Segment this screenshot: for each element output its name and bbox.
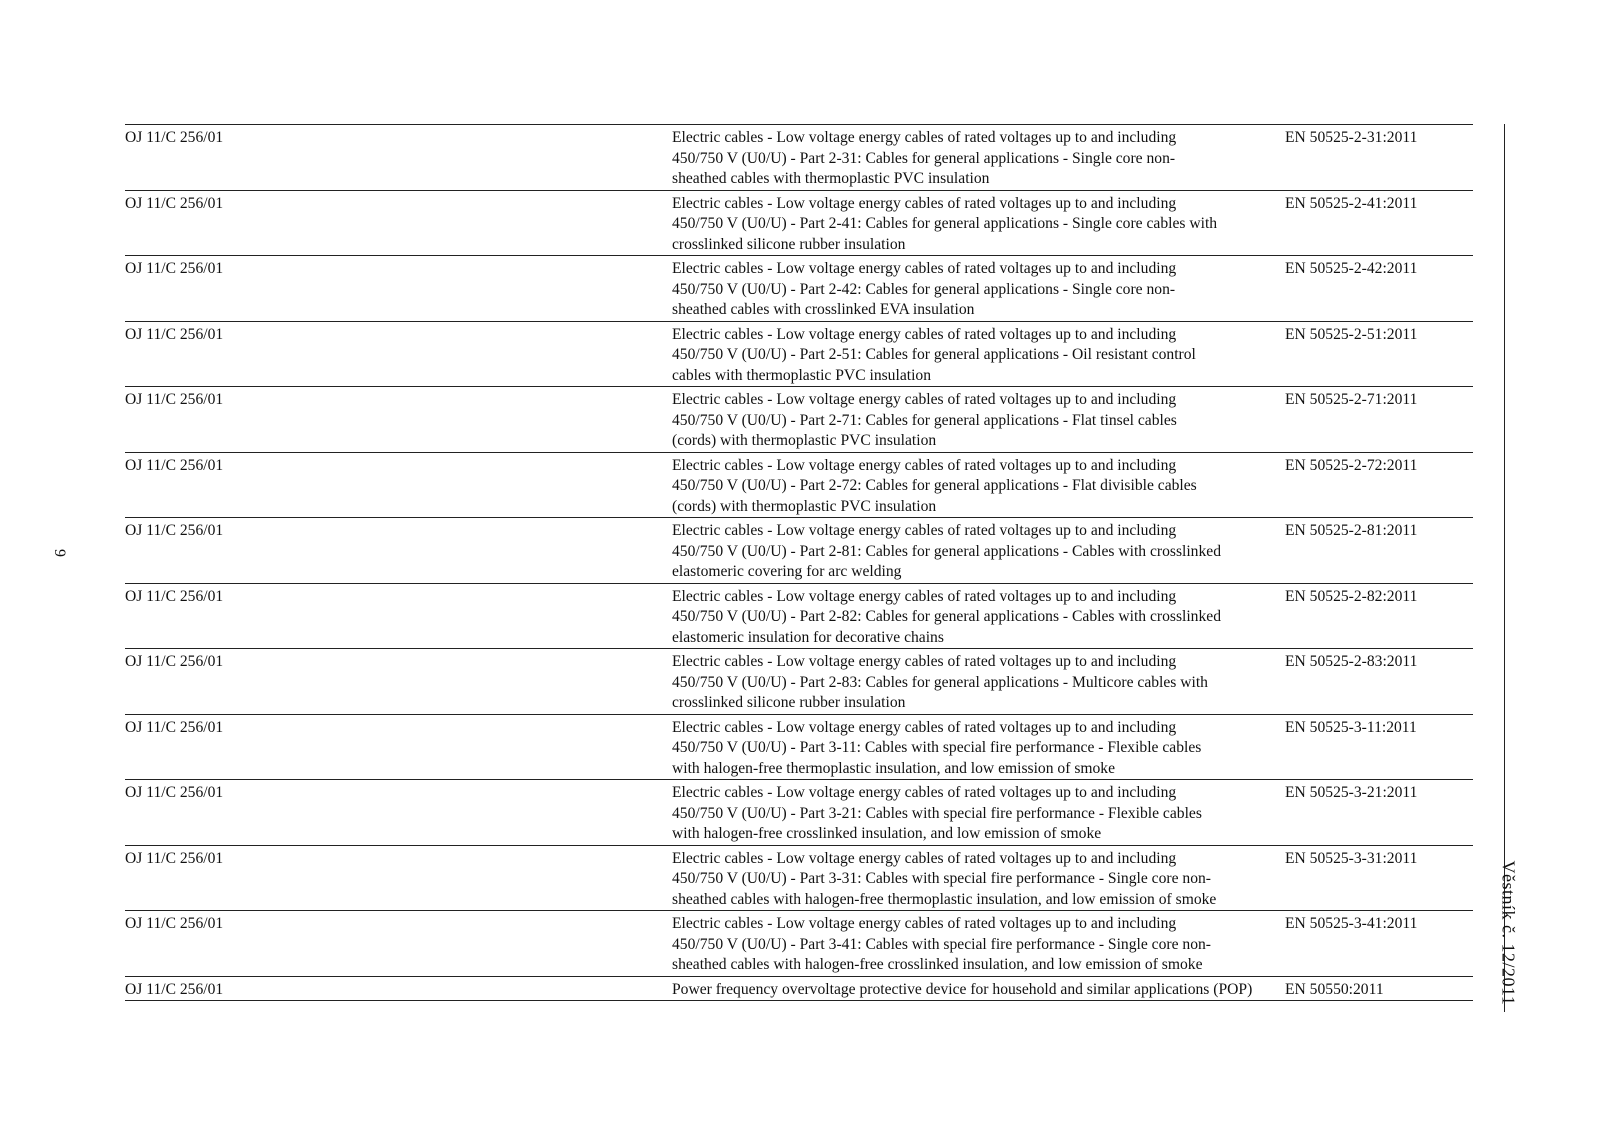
journal-issue-label: Věstník č. 12/2011	[1498, 860, 1519, 1006]
oj-reference: OJ 11/C 256/01	[125, 194, 224, 212]
oj-reference: OJ 11/C 256/01	[125, 980, 224, 998]
standard-title-line: with halogen-free crosslinked insulation, and low emission of smoke	[672, 825, 1102, 842]
standard-title-line: Electric cables - Low voltage energy cables of rated voltages up to and including	[672, 915, 1177, 932]
oj-reference: OJ 11/C 256/01	[125, 849, 224, 867]
table-row	[125, 518, 1473, 584]
standard-title-line: with halogen-free thermoplastic insulation, and low emission of smoke	[672, 759, 1116, 777]
standard-title-line: (cords) with thermoplastic PVC insulation	[672, 497, 937, 515]
standard-title-line: (cords) with thermoplastic PVC insulation	[672, 432, 937, 449]
standard-number: EN 50525-2-71:2011	[1285, 391, 1418, 408]
table-row	[125, 125, 1473, 191]
standard-title-line: 450/750 V (U0/U) - Part 2-42: Cables for general applications - Single core non-	[672, 280, 1176, 298]
standard-title-line: Power frequency overvoltage protective device for household and similar applications (POP)	[672, 980, 1253, 998]
table-row	[125, 649, 1473, 715]
standard-title-line: sheathed cables with thermoplastic PVC insulation	[672, 170, 990, 187]
standard-title-line: 450/750 V (U0/U) - Part 2-31: Cables for general applications - Single core non-	[672, 149, 1176, 167]
standard-number: EN 50525-3-31:2011	[1285, 849, 1418, 867]
standard-title	[672, 718, 1201, 780]
table-row	[125, 846, 1473, 912]
oj-reference: OJ 11/C 256/01	[125, 129, 224, 146]
standard-title-line: Electric cables - Low voltage energy cables of rated voltages up to and including	[672, 260, 1177, 277]
standard-number: EN 50525-2-83:2011	[1285, 653, 1418, 670]
standard-number: EN 50525-2-42:2011	[1285, 260, 1418, 277]
standard-title-line: Electric cables - Low voltage energy cables of rated voltages up to and including	[672, 129, 1177, 146]
standard-title	[672, 914, 1211, 976]
oj-reference: OJ 11/C 256/01	[125, 456, 224, 474]
standard-title-line: Electric cables - Low voltage energy cables of rated voltages up to and including	[672, 194, 1177, 212]
page-number: 9	[51, 549, 68, 557]
oj-reference: OJ 11/C 256/01	[125, 325, 224, 343]
table-row	[125, 191, 1473, 257]
standard-title	[672, 325, 1196, 387]
standard-title-line: Electric cables - Low voltage energy cables of rated voltages up to and including	[672, 587, 1177, 605]
standard-title-line: 450/750 V (U0/U) - Part 3-21: Cables with special fire performance - Flexible cables	[672, 804, 1202, 822]
standard-title-line: 450/750 V (U0/U) - Part 2-72: Cables for general applications - Flat divisible cables	[672, 477, 1197, 494]
oj-reference: OJ 11/C 256/01	[125, 653, 224, 670]
standard-title-line: 450/750 V (U0/U) - Part 2-71: Cables for general applications - Flat tinsel cables	[672, 411, 1177, 429]
standard-number: EN 50525-2-72:2011	[1285, 456, 1418, 474]
standard-title-line: elastomeric covering for arc welding	[672, 563, 902, 580]
standard-title-line: sheathed cables with halogen-free thermoplastic insulation, and low emission of smoke	[672, 890, 1217, 908]
standard-title	[672, 587, 1221, 649]
standard-number: EN 50525-2-31:2011	[1285, 129, 1418, 146]
standard-title-line: 450/750 V (U0/U) - Part 3-41: Cables with special fire performance - Single core non-	[672, 935, 1211, 953]
standard-title	[672, 521, 1221, 583]
standard-title-line: sheathed cables with crosslinked EVA insulation	[672, 301, 975, 318]
standard-title-line: cables with thermoplastic PVC insulation	[672, 366, 931, 384]
standard-title-line: Electric cables - Low voltage energy cables of rated voltages up to and including	[672, 653, 1177, 670]
table-row	[125, 911, 1473, 977]
standard-title-line: Electric cables - Low voltage energy cables of rated voltages up to and including	[672, 522, 1177, 539]
standard-title-line: Electric cables - Low voltage energy cables of rated voltages up to and including	[672, 391, 1177, 408]
standard-title-line: Electric cables - Low voltage energy cables of rated voltages up to and including	[672, 784, 1177, 801]
table-row	[125, 584, 1473, 650]
standard-title	[672, 390, 1177, 452]
standard-title-line: 450/750 V (U0/U) - Part 3-31: Cables with special fire performance - Single core non-	[672, 870, 1211, 887]
oj-reference: OJ 11/C 256/01	[125, 915, 224, 932]
standard-title	[672, 652, 1208, 714]
standards-table	[125, 124, 1473, 1001]
standard-number: EN 50525-3-21:2011	[1285, 784, 1418, 801]
standard-title-line: Electric cables - Low voltage energy cables of rated voltages up to and including	[672, 325, 1177, 343]
standard-number: EN 50550:2011	[1285, 980, 1384, 998]
standard-number: EN 50525-3-11:2011	[1285, 718, 1417, 736]
standard-title	[672, 456, 1197, 518]
standard-title-line: Electric cables - Low voltage energy cables of rated voltages up to and including	[672, 718, 1177, 736]
standard-title	[672, 259, 1176, 321]
table-row	[125, 387, 1473, 453]
standard-title-line: sheathed cables with halogen-free crosslinked insulation, and low emission of smoke	[672, 956, 1203, 973]
standard-title	[672, 194, 1217, 256]
table-row	[125, 453, 1473, 519]
oj-reference: OJ 11/C 256/01	[125, 260, 224, 277]
standard-title	[672, 783, 1202, 845]
standard-title-line: crosslinked silicone rubber insulation	[672, 694, 906, 711]
table-row	[125, 715, 1473, 781]
standard-title-line: crosslinked silicone rubber insulation	[672, 235, 906, 253]
table-row	[125, 322, 1473, 388]
standard-title-line: elastomeric insulation for decorative chains	[672, 628, 944, 646]
oj-reference: OJ 11/C 256/01	[125, 587, 224, 605]
standard-title-line: 450/750 V (U0/U) - Part 2-83: Cables for general applications - Multicore cables with	[672, 673, 1208, 691]
table-row	[125, 977, 1473, 1002]
standard-title-line: 450/750 V (U0/U) - Part 2-41: Cables for general applications - Single core cables with	[672, 215, 1218, 232]
oj-reference: OJ 11/C 256/01	[125, 718, 224, 736]
standard-number: EN 50525-2-81:2011	[1285, 522, 1418, 539]
standard-number: EN 50525-2-82:2011	[1285, 587, 1418, 605]
standard-number: EN 50525-3-41:2011	[1285, 915, 1418, 932]
standard-title-line: 450/750 V (U0/U) - Part 2-82: Cables for general applications - Cables with crosslinked	[672, 608, 1221, 625]
oj-reference: OJ 11/C 256/01	[125, 391, 224, 408]
standard-number: EN 50525-2-51:2011	[1285, 325, 1418, 343]
standard-title-line: 450/750 V (U0/U) - Part 2-51: Cables for general applications - Oil resistant control	[672, 346, 1196, 363]
table-row	[125, 780, 1473, 846]
standard-title	[672, 849, 1216, 911]
oj-reference: OJ 11/C 256/01	[125, 522, 224, 539]
standard-title	[672, 128, 1176, 190]
table-row	[125, 256, 1473, 322]
standard-title-line: 450/750 V (U0/U) - Part 3-11: Cables with special fire performance - Flexible cables	[672, 739, 1202, 756]
oj-reference: OJ 11/C 256/01	[125, 784, 224, 801]
standard-title-line: Electric cables - Low voltage energy cables of rated voltages up to and including	[672, 456, 1177, 474]
standard-number: EN 50525-2-41:2011	[1285, 194, 1418, 212]
standard-title-line: Electric cables - Low voltage energy cables of rated voltages up to and including	[672, 849, 1177, 867]
standard-title	[672, 980, 1252, 1001]
standard-title-line: 450/750 V (U0/U) - Part 2-81: Cables for general applications - Cables with crosslinked	[672, 542, 1221, 560]
